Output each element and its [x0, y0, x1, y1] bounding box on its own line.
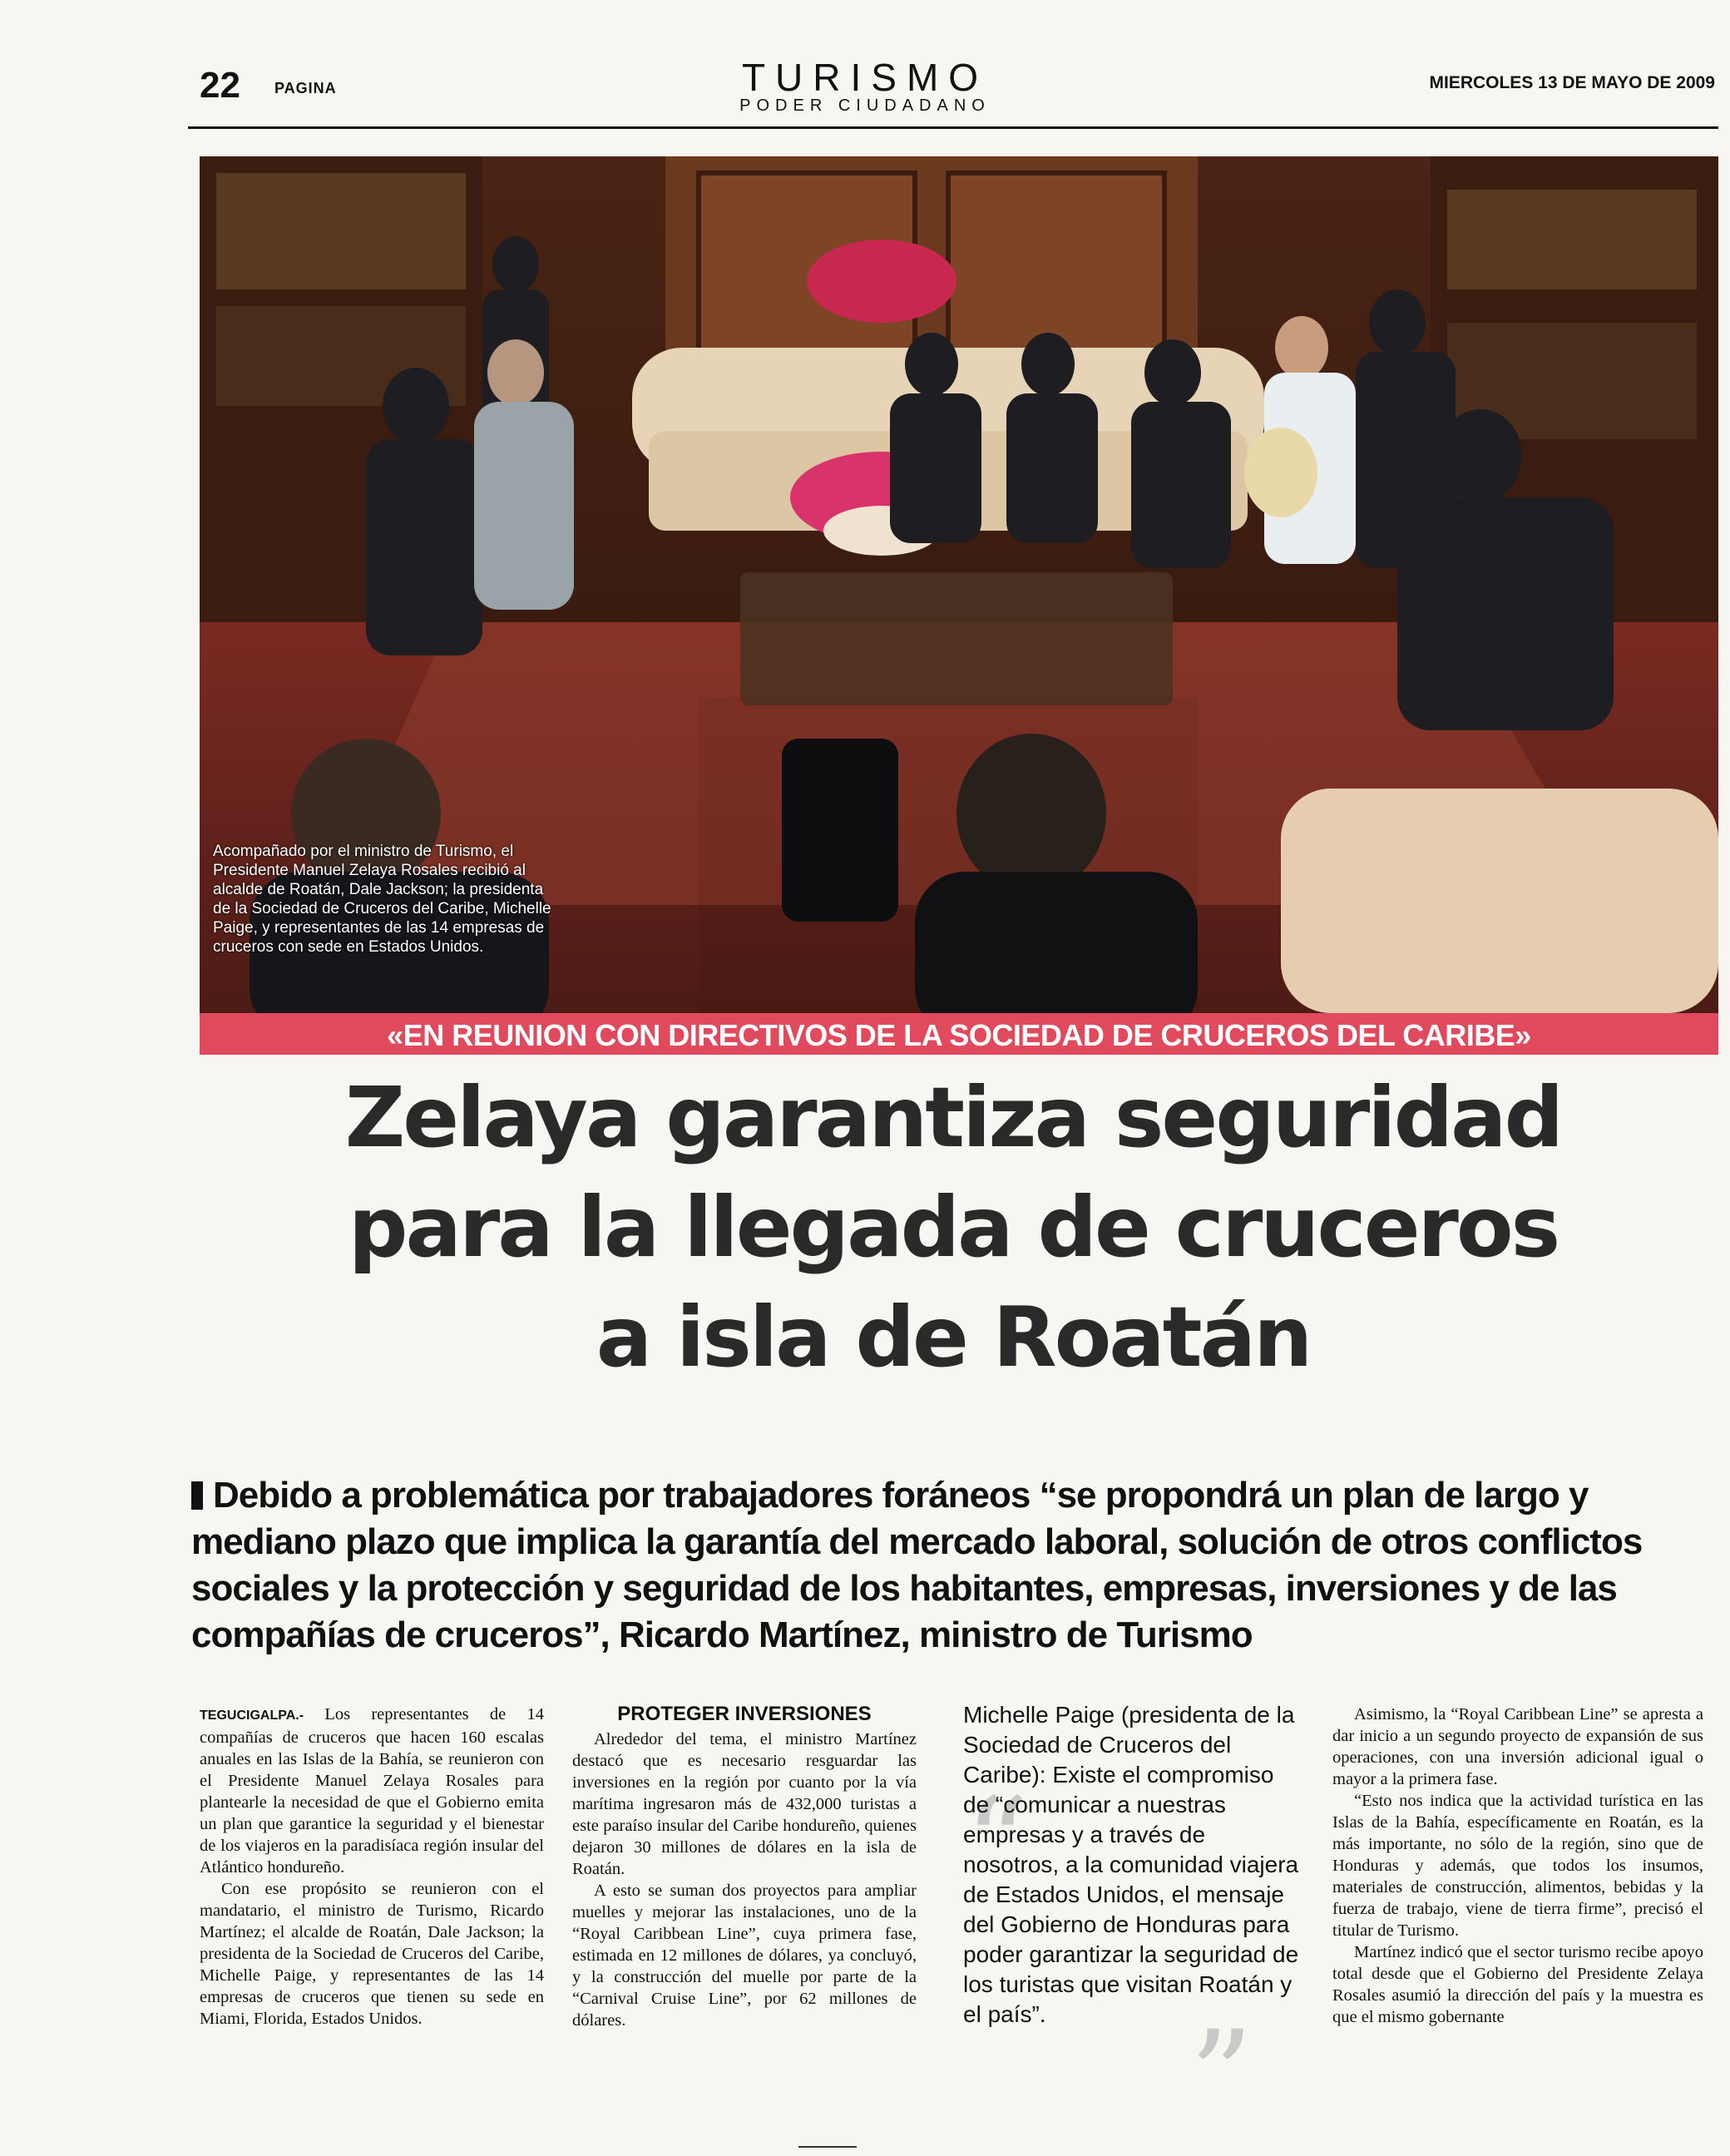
paragraph-text: Los representantes de 14 compañías de cruceros que hacen 160 escalas anuales en las Islas de la Bahía, se reunieron con el Presidente Manuel Zelaya Rosales para plantearle la necesidad de que el Gobierno emita un plan que garantice la seguridad y el bienestar de los viajeros en la paradisíaca región insular del Atlántico hondureño. — [200, 1705, 544, 1877]
paragraph: Asimismo, la “Royal Caribbean Line” se apresta a dar inicio a un segundo proyecto de expansión de sus operaciones, con una inversión adicional igual o mayor a la primera fase. — [1332, 1705, 1703, 1788]
photo-banner-text: «EN REUNION CON DIRECTIVOS DE LA SOCIEDAD DE CRUCEROS DEL CARIBE» — [387, 1018, 1531, 1052]
body-column-1 — [200, 1704, 544, 2030]
subheading: PROTEGER INVERSIONES — [617, 1703, 872, 1725]
footer-rule — [798, 2146, 857, 2148]
headline-line-2: para la llegada de cruceros — [348, 1179, 1559, 1276]
photo-banner — [200, 1013, 1718, 1055]
pull-quote: Michelle Paige (presidenta de la Sociedad de Cruceros del Caribe): Existe el compromiso de “comunicar a nuestras empresas y a través de nosotros, a la comunidad viajera de Estados Unidos, el mensaje del Gobierno de Honduras para poder garantizar la seguridad de los turistas que visitan Roatán y el país”. — [963, 1702, 1299, 2027]
headline — [188, 1063, 1718, 1392]
paragraph: Con ese propósito se reunieron con el mandatario, el ministro de Turismo, Ricardo Martínez; el alcalde de Roatán, Dale Jackson; la presidenta de la Sociedad de Cruceros del Caribe, Michelle Paige, y representantes de las 14 empresas de cruceros que tienen su sede en Miami, Florida, Estados Unidos. — [200, 1880, 544, 2028]
issue-date: MIERCOLES 13 DE MAYO DE 2009 — [1429, 73, 1715, 92]
paragraph: Martínez indicó que el sector turismo recibe apoyo total desde que el Gobierno del Presidente Zelaya Rosales asumió la dirección del país y la muestra es que el mismo gobernante — [1332, 1943, 1703, 2026]
paragraph: “Esto nos indica que la actividad turística en las Islas de la Bahía, específicamente en Roatán, es la más importante, no sólo de la región, sino que de Honduras y además, que todos los insumos, materiales de construcción, alimentos, bebidas y la fuerza de trabajo, viene de tierra firme”, precisó el titular de Turismo. — [1332, 1792, 1703, 1940]
page-label: PAGINA — [274, 80, 337, 96]
body-column-4 — [1332, 1704, 1703, 2028]
paragraph: A esto se suman dos proyectos para ampliar muelles y mejorar las instalaciones, uno de la “Royal Caribbean Line”, cuya primera fase, estimada en 12 millones de dólares, ya concluyó, y la construcción del muelle por parte de la “Carnival Cruise Line”, por 62 millones de dólares. — [572, 1882, 917, 2030]
close-quote-icon: ” — [1189, 2005, 1253, 2149]
headline-line-1: Zelaya garantiza seguridad — [344, 1069, 1562, 1166]
open-quote-icon: “ — [965, 1772, 1029, 1916]
paragraph — [200, 1704, 544, 1878]
deck-bullet-icon — [191, 1481, 203, 1510]
deck-text: Debido a problemática por trabajadores foráneos “se propondrá un plan de largo y mediano plazo que implica la garantía del mercado laboral, solución de otros conflictos sociales y la protección y seguridad de los habitantes, empresas, inversiones y de las compañías de cruceros”, Ricardo Martínez, ministro de Turismo — [191, 1475, 1643, 1655]
body-column-2 — [572, 1704, 917, 2031]
deck — [191, 1472, 1713, 1659]
header-rule — [188, 126, 1718, 129]
section-subtitle: PODER CIUDADANO — [739, 96, 991, 115]
section-title: TURISMO — [741, 56, 989, 99]
headline-line-3: a isla de Roatán — [596, 1288, 1311, 1386]
page-number: 22 — [200, 65, 240, 106]
paragraph: Alrededor del tema, el ministro Martínez destacó que es necesario resguardar las inversiones en la región por cuanto por la vía marítima ingresaron más de 432,000 turistas a este paraíso insular del Caribe hondureño, quienes dejaron 30 millones de dólares en la isla de Roatán. — [572, 1730, 917, 1878]
dateline: TEGUCIGALPA.- — [200, 1708, 304, 1723]
photo-caption: Acompañado por el ministro de Turismo, el Presidente Manuel Zelaya Rosales recibió al alcalde de Roatán, Dale Jackson; la presidenta de la Sociedad de Cruceros del Caribe, Michelle Paige, y representantes de las 14 empresas de cruceros con sede en Estados Unidos. — [213, 843, 551, 956]
